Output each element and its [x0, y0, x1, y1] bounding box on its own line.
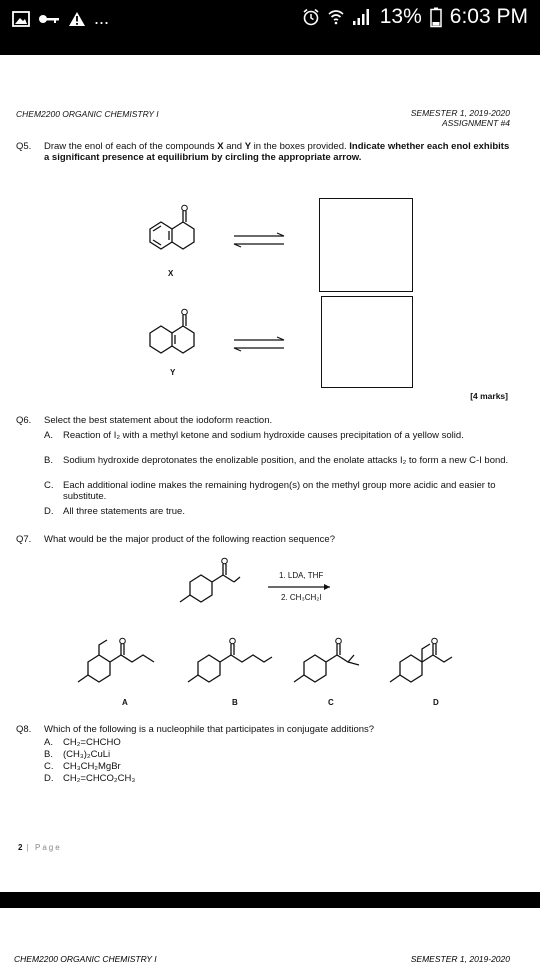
compound-y-structure: [140, 307, 220, 367]
q6-option-c-letter: C.: [44, 480, 54, 491]
assignment-label: ASSIGNMENT #4: [441, 118, 510, 128]
alarm-icon: [302, 8, 320, 26]
q6-option-d[interactable]: All three statements are true.: [63, 506, 185, 517]
next-page-semester: SEMESTER 1, 2019-2020: [410, 954, 510, 964]
compound-x-label: X: [168, 269, 174, 278]
course-title: CHEM2200 ORGANIC CHEMISTRY I: [16, 109, 159, 119]
next-page-course-title: CHEM2200 ORGANIC CHEMISTRY I: [14, 954, 157, 964]
q8-option-c-letter: C.: [44, 761, 54, 772]
q8-number: Q8.: [16, 724, 32, 735]
q5-text-after: in the boxes provided.: [251, 141, 350, 152]
q5-compound-x: X: [217, 141, 224, 152]
q8-option-a-letter: A.: [44, 737, 53, 748]
q8-option-c[interactable]: CH₃CH₂MgBr: [63, 761, 121, 772]
next-document-page: [0, 908, 540, 968]
q7-choice-c-label[interactable]: C: [328, 698, 334, 707]
wifi-icon: [328, 8, 344, 26]
q7-reagent-1: 1. LDA, THF: [279, 571, 324, 580]
notification-overflow: ...: [94, 8, 110, 28]
equilibrium-arrows-x[interactable]: [232, 232, 286, 248]
q8-option-b[interactable]: (CH₃)₂CuLi: [63, 749, 111, 760]
q7-text: What would be the major product of the following reaction sequence?: [44, 534, 335, 545]
q6-option-d-letter: D.: [44, 506, 54, 517]
page-number: 2: [18, 843, 23, 852]
q7-choice-b-structure[interactable]: [184, 635, 284, 695]
q5-marks: [4 marks]: [470, 391, 508, 401]
q7-starting-material: [176, 555, 256, 615]
semester-label: SEMESTER 1, 2019-2020: [410, 108, 510, 118]
q6-option-a-letter: A.: [44, 430, 53, 441]
battery-icon: [430, 7, 442, 27]
signal-icon: [352, 8, 372, 26]
q7-choice-d-label[interactable]: D: [433, 698, 439, 707]
q8-option-d[interactable]: CH₂=CHCO₂CH₃: [63, 773, 136, 784]
q7-reagent-2: 2. CH₃CH₂I: [281, 593, 322, 602]
q7-number: Q7.: [16, 534, 32, 545]
q7-choice-d-structure[interactable]: [386, 635, 486, 695]
q8-option-d-letter: D.: [44, 773, 54, 784]
answer-box-y[interactable]: [321, 296, 413, 388]
key-icon: [38, 13, 60, 25]
q5-compound-y: Y: [244, 141, 252, 152]
q6-text: Select the best statement about the iodoform reaction.: [44, 415, 273, 426]
gallery-icon: [12, 11, 30, 27]
q5-text: [44, 141, 510, 163]
status-bar: [0, 0, 540, 36]
battery-percent: 13%: [379, 5, 422, 28]
document-page: [0, 55, 540, 892]
page-footer: [18, 843, 62, 852]
q7-choice-a-structure[interactable]: [70, 635, 170, 695]
semester-info: [411, 108, 510, 128]
q8-option-a[interactable]: CH₂=CHCHO: [63, 737, 121, 748]
q7-choice-c-structure[interactable]: [290, 635, 390, 695]
q5-text-plain: Draw the enol of each of the compounds: [44, 141, 218, 152]
q5-instruction: Indicate whether each enol exhibits a significant presence at equilibrium by circling the appropriate arrow.: [44, 141, 510, 163]
q8-option-b-letter: B.: [44, 749, 53, 760]
answer-box-x[interactable]: [319, 198, 413, 292]
q7-choice-b-label[interactable]: B: [232, 698, 238, 707]
compound-x-structure: [140, 203, 220, 263]
q5-and: and: [223, 141, 245, 152]
q7-choice-a-label[interactable]: A: [122, 698, 128, 707]
q6-option-c[interactable]: Each additional iodine makes the remaining hydrogen(s) on the methyl group more acidic and easier to substitute.: [63, 480, 496, 502]
q5-number: Q5.: [16, 141, 32, 152]
compound-y-label: Y: [170, 368, 176, 377]
q6-option-a[interactable]: Reaction of I₂ with a methyl ketone and sodium hydroxide causes precipitation of a yellow solid.: [63, 430, 464, 441]
equilibrium-arrows-y[interactable]: [232, 336, 286, 352]
clock: 6:03 PM: [449, 5, 528, 28]
warning-icon: [68, 11, 86, 27]
reaction-arrow: [266, 583, 334, 591]
q6-option-b[interactable]: Sodium hydroxide deprotonates the enolizable position, and the enolate attacks I₂ to form a new C-I bond.: [63, 455, 509, 466]
q8-text: Which of the following is a nucleophile that participates in conjugate additions?: [44, 724, 375, 735]
page-word: | Page: [22, 843, 62, 852]
q6-option-b-letter: B.: [44, 455, 53, 466]
q6-number: Q6.: [16, 415, 32, 426]
